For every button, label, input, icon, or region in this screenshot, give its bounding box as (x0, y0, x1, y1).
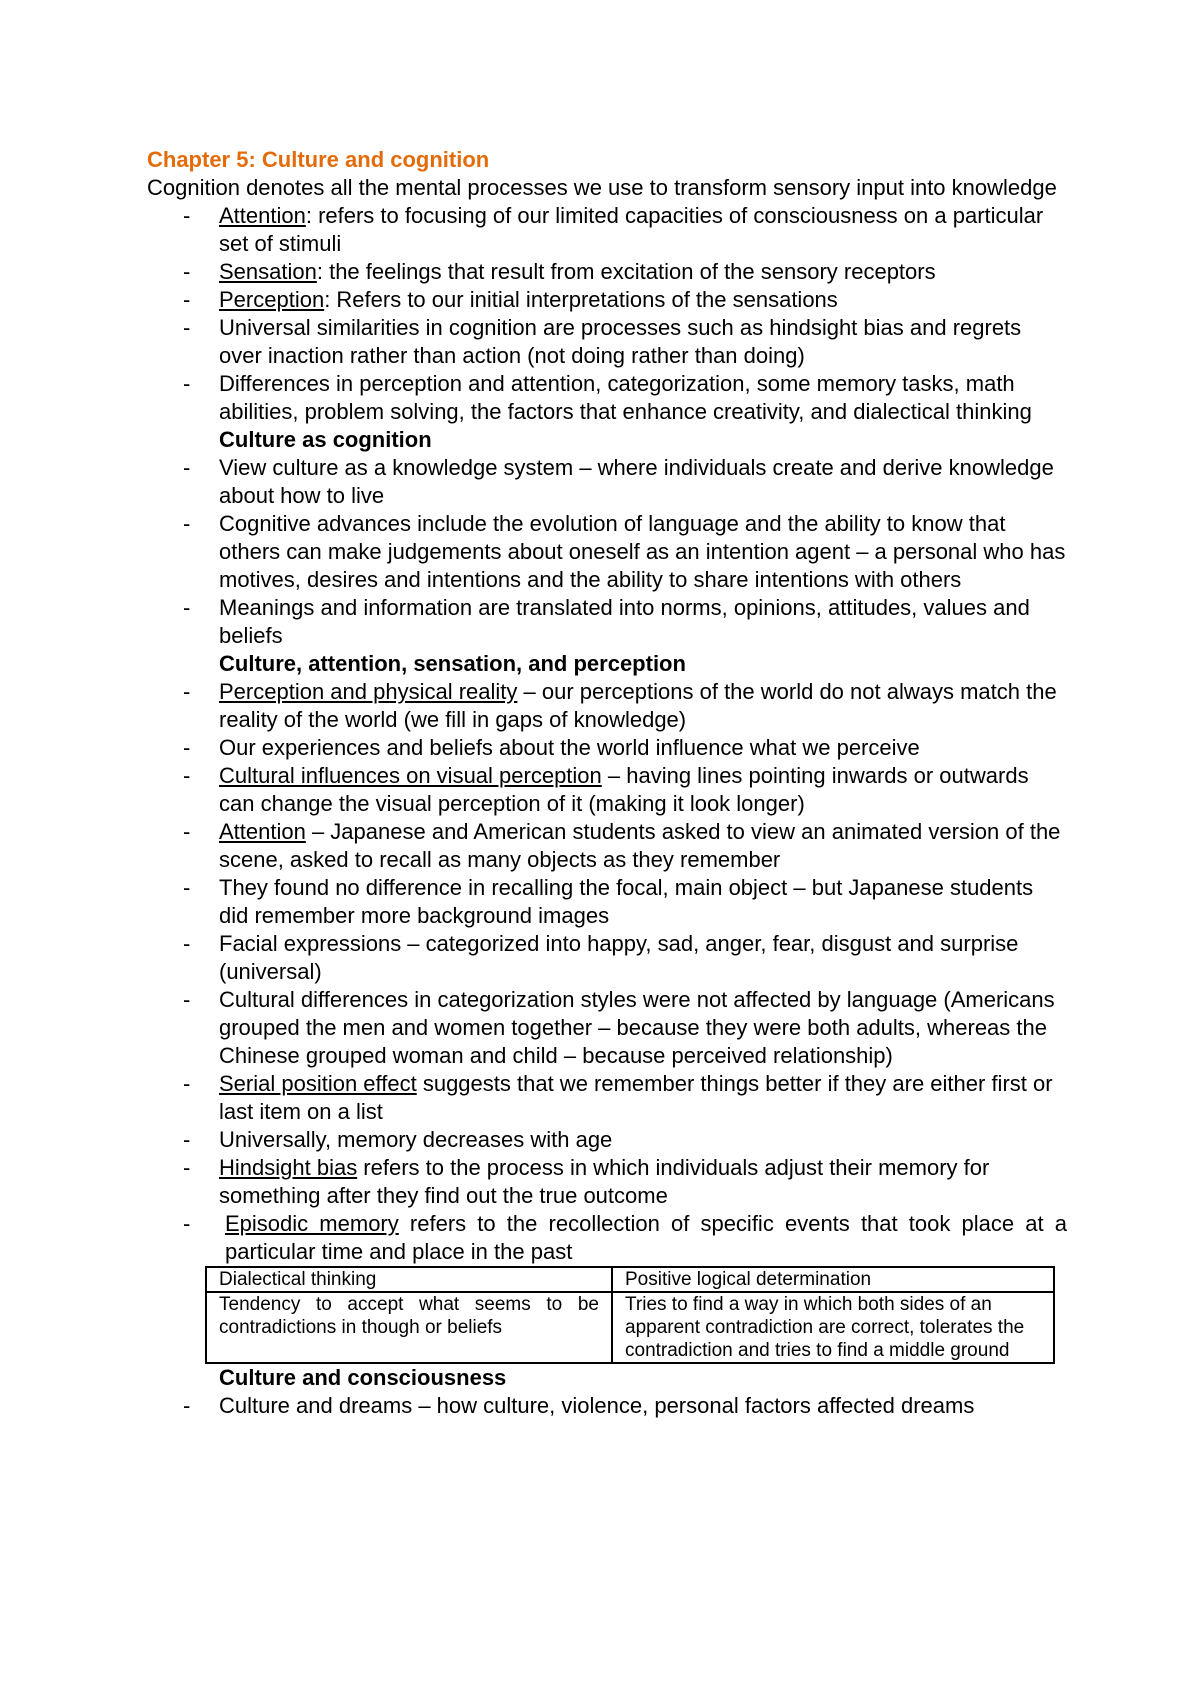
intro-paragraph: Cognition denotes all the mental processes we use to transform sensory input into knowledge (147, 175, 1057, 200)
item-text: Cultural differences in categorization styles were not affected by language (Americans grouped the men and women together – because they were both adults, whereas the Chinese grouped woman and child – because perceived relationship) (219, 987, 1055, 1068)
term: Attention (219, 203, 306, 228)
definitions-list (147, 202, 1067, 426)
chapter-title: Chapter 5: Culture and cognition (147, 147, 490, 172)
bullet-dash: - (183, 987, 191, 1012)
bullet-dash: - (183, 735, 191, 760)
list-item (147, 818, 1067, 874)
culture-cognition-list (147, 454, 1067, 650)
list-item (147, 370, 1067, 426)
list-item (147, 258, 1067, 286)
item-text: Cognitive advances include the evolution of language and the ability to know that others can make judgements about oneself as an intention agent – a personal who has motives, desires and intentions and the ability to share intentions with others (219, 511, 1066, 592)
bullet-dash: - (183, 1393, 191, 1418)
bullet-dash: - (183, 511, 191, 536)
section-heading: Culture and consciousness (219, 1365, 507, 1390)
list-item (147, 986, 1067, 1070)
table-row (206, 1292, 1054, 1363)
bullet-dash: - (183, 1071, 191, 1096)
item-text: Facial expressions – categorized into happy, sad, anger, fear, disgust and surprise (universal) (219, 931, 1019, 984)
term: Attention (219, 819, 306, 844)
comparison-table (205, 1266, 1055, 1364)
item-text: : Refers to our initial interpretations of the sensations (324, 287, 838, 312)
document-content (147, 146, 1067, 1420)
item-text: Universal similarities in cognition are processes such as hindsight bias and regrets over inaction rather than action (not doing rather than doing) (219, 315, 1022, 368)
bullet-dash: - (183, 1211, 191, 1236)
list-item (147, 1126, 1067, 1154)
list-item (147, 1154, 1067, 1210)
list-item (147, 734, 1067, 762)
bullet-dash: - (183, 595, 191, 620)
list-item (147, 1392, 1067, 1420)
table-header-cell: Dialectical thinking (206, 1267, 612, 1292)
item-text: suggests that we remember things better if they are either first or last item on a list (219, 1071, 1053, 1124)
list-item (147, 510, 1067, 594)
list-item (147, 762, 1067, 818)
list-item (147, 874, 1067, 930)
section-heading: Culture, attention, sensation, and perception (219, 651, 686, 676)
bullet-dash: - (183, 287, 191, 312)
list-item (147, 454, 1067, 510)
bullet-dash: - (183, 875, 191, 900)
term: Sensation (219, 259, 317, 284)
section-heading: Culture as cognition (219, 427, 432, 452)
item-text: They found no difference in recalling the focal, main object – but Japanese students did remember more background images (219, 875, 1034, 928)
term: Hindsight bias (219, 1155, 358, 1180)
table-header-row (206, 1267, 1054, 1292)
bullet-dash: - (183, 259, 191, 284)
item-text: Universally, memory decreases with age (219, 1127, 613, 1152)
item-text: View culture as a knowledge system – where individuals create and derive knowledge about how to live (219, 455, 1054, 508)
table-header-cell: Positive logical determination (612, 1267, 1054, 1292)
list-item (147, 930, 1067, 986)
item-text: Differences in perception and attention, categorization, some memory tasks, math abilities, problem solving, the factors that enhance creativity, and dialectical thinking (219, 371, 1032, 424)
list-item (147, 594, 1067, 650)
item-text: – our perceptions of the world do not always match the reality of the world (we fill in gaps of knowledge) (219, 679, 1057, 732)
term: Serial position effect (219, 1071, 417, 1096)
list-item (147, 314, 1067, 370)
term: Perception and physical reality (219, 679, 518, 704)
bullet-dash: - (183, 1127, 191, 1152)
term: Perception (219, 287, 325, 312)
bullet-dash: - (183, 679, 191, 704)
item-text: refers to the recollection of specific events that took place at a particular time and place in the past (225, 1211, 1067, 1264)
list-item (147, 202, 1067, 258)
table-cell: Tendency to accept what seems to be contradictions in though or beliefs (206, 1292, 612, 1363)
perception-list (147, 678, 1067, 1266)
term: Cultural influences on visual perception (219, 763, 602, 788)
item-text: : the feelings that result from excitation of the sensory receptors (316, 259, 936, 284)
list-item (147, 1070, 1067, 1126)
list-item (147, 286, 1067, 314)
item-text: Meanings and information are translated into norms, opinions, attitudes, values and beliefs (219, 595, 1030, 648)
item-text: – Japanese and American students asked to view an animated version of the scene, asked to recall as many objects as they remember (219, 819, 1061, 872)
item-text: – having lines pointing inwards or outwards can change the visual perception of it (making it look longer) (219, 763, 1029, 816)
bullet-dash: - (183, 819, 191, 844)
item-text: Our experiences and beliefs about the world influence what we perceive (219, 735, 920, 760)
bullet-dash: - (183, 371, 191, 396)
bullet-dash: - (183, 763, 191, 788)
bullet-dash: - (183, 455, 191, 480)
consciousness-list (147, 1392, 1067, 1420)
term: Episodic memory (225, 1211, 399, 1236)
list-item (147, 1210, 1067, 1266)
bullet-dash: - (183, 315, 191, 340)
item-text: Culture and dreams – how culture, violence, personal factors affected dreams (219, 1393, 975, 1418)
bullet-dash: - (183, 1155, 191, 1180)
bullet-dash: - (183, 203, 191, 228)
list-item (147, 678, 1067, 734)
table-cell: Tries to find a way in which both sides of an apparent contradiction are correct, tolerates the contradiction and tries to find a middle ground (612, 1292, 1054, 1363)
bullet-dash: - (183, 931, 191, 956)
item-text: : refers to focusing of our limited capacities of consciousness on a particular set of stimuli (219, 203, 1044, 256)
item-text: refers to the process in which individuals adjust their memory for something after they find out the true outcome (219, 1155, 990, 1208)
